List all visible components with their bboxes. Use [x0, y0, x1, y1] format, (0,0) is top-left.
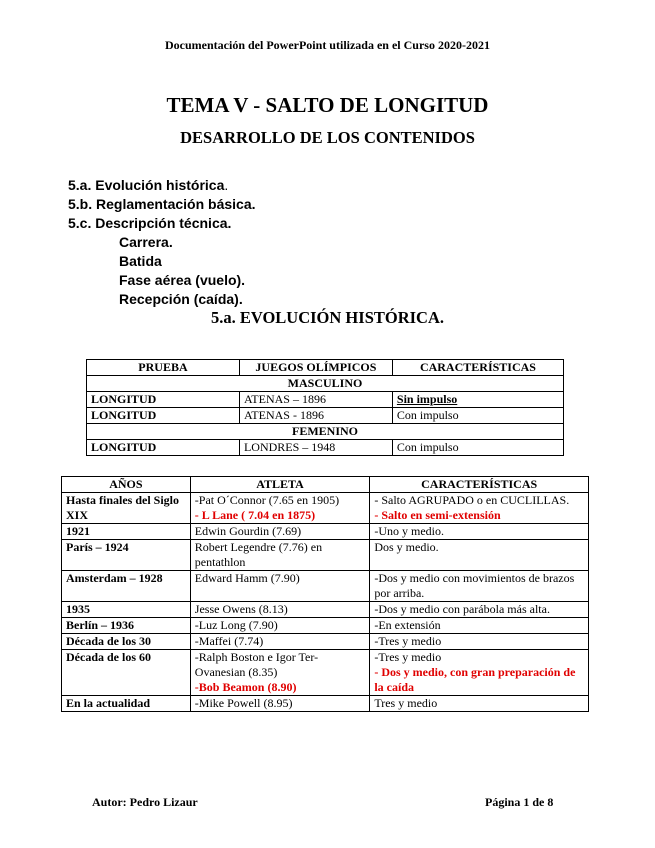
header-caracteristicas: CARACTERÍSTICAS — [392, 360, 563, 376]
toc-item-a-dot: . — [224, 177, 229, 193]
cell-characteristics — [370, 493, 589, 524]
table-row — [62, 540, 589, 571]
cell-year: Década de los 30 — [62, 634, 191, 650]
toc-subitem: Recepción (caída). — [119, 291, 243, 307]
cell-athlete: Edward Hamm (7.90) — [190, 571, 370, 602]
cell-caracteristicas: Sin impulso — [392, 392, 563, 408]
cell-juegos: LONDRES – 1948 — [239, 440, 392, 456]
cell-caracteristicas: Con impulso — [392, 440, 563, 456]
header-caracteristicas: CARACTERÍSTICAS — [370, 477, 589, 493]
cell-juegos: ATENAS – 1896 — [239, 392, 392, 408]
page-header: Documentación del PowerPoint utilizada en el Curso 2020-2021 — [165, 38, 490, 52]
characteristics-line-highlight: - Dos y medio, con gran preparación de la caída — [374, 665, 576, 694]
cell-prueba: LONGITUD — [87, 392, 240, 408]
cell-athlete: -Luz Long (7.90) — [190, 618, 370, 634]
toc-item-c: 5.c. Descripción técnica. — [68, 215, 232, 231]
cell-year: 1935 — [62, 602, 191, 618]
cell-year: Berlín – 1936 — [62, 618, 191, 634]
header-atleta: ATLETA — [190, 477, 370, 493]
toc-item-a-label: 5.a. Evolución histórica — [68, 177, 225, 193]
footer-page-number: Página 1 de 8 — [485, 795, 554, 809]
table-row — [62, 571, 589, 602]
table-row — [87, 408, 564, 424]
header-juegos: JUEGOS OLÍMPICOS — [239, 360, 392, 376]
table-header-row — [62, 477, 589, 493]
athlete-line-highlight: - L Lane ( 7.04 en 1875) — [194, 508, 316, 522]
cell-characteristics: -Uno y medio. — [370, 524, 589, 540]
toc-subitem: Batida — [119, 253, 162, 269]
history-table — [61, 476, 589, 712]
contents-list — [68, 176, 256, 309]
cell-juegos: ATENAS - 1896 — [239, 408, 392, 424]
characteristics-line: -Tres y medio — [374, 650, 442, 664]
cell-athlete: Robert Legendre (7.76) en pentathlon — [190, 540, 370, 571]
cell-year: 1921 — [62, 524, 191, 540]
group-label: FEMENINO — [87, 424, 564, 440]
table-row — [62, 493, 589, 524]
cell-characteristics: Tres y medio — [370, 696, 589, 712]
cell-athlete — [190, 493, 370, 524]
toc-subitem: Fase aérea (vuelo). — [119, 272, 246, 288]
table-row — [62, 634, 589, 650]
toc-subitem: Carrera. — [119, 234, 173, 250]
cell-year: Hasta finales del Siglo XIX — [62, 493, 191, 524]
cell-year: Década de los 60 — [62, 650, 191, 696]
olympic-events-table — [86, 359, 564, 456]
characteristics-line: - Salto AGRUPADO o en CUCLILLAS. — [374, 493, 570, 507]
athlete-line: -Pat O´Connor (7.65 en 1905) — [194, 493, 340, 507]
characteristics-line-highlight: - Salto en semi-extensión — [374, 508, 501, 522]
athlete-line-highlight: -Bob Beamon (8.90) — [194, 680, 297, 694]
table-row — [87, 392, 564, 408]
cell-caracteristicas: Con impulso — [392, 408, 563, 424]
toc-item-a — [68, 176, 256, 195]
page-title: TEMA V - SALTO DE LONGITUD — [166, 93, 489, 117]
group-label: MASCULINO — [87, 376, 564, 392]
cell-characteristics: -En extensión — [370, 618, 589, 634]
cell-prueba: LONGITUD — [87, 440, 240, 456]
cell-athlete: -Maffei (7.74) — [190, 634, 370, 650]
table-row — [62, 602, 589, 618]
cell-athlete: Jesse Owens (8.13) — [190, 602, 370, 618]
cell-athlete — [190, 650, 370, 696]
cell-characteristics: -Dos y medio con movimientos de brazos por arriba. — [370, 571, 589, 602]
table-row — [62, 524, 589, 540]
cell-year: En la actualidad — [62, 696, 191, 712]
table-row — [62, 650, 589, 696]
group-row-femenino — [87, 424, 564, 440]
cell-athlete: -Mike Powell (8.95) — [190, 696, 370, 712]
table-header-row — [87, 360, 564, 376]
table-row — [87, 440, 564, 456]
cell-athlete: Edwin Gourdin (7.69) — [190, 524, 370, 540]
cell-prueba: LONGITUD — [87, 408, 240, 424]
group-row-masculino — [87, 376, 564, 392]
section-title: 5.a. EVOLUCIÓN HISTÓRICA. — [211, 308, 444, 327]
table-row — [62, 618, 589, 634]
athlete-line: -Ralph Boston e Igor Ter-Ovanesian (8.35) — [194, 650, 319, 679]
cell-year: París – 1924 — [62, 540, 191, 571]
cell-characteristics: -Tres y medio — [370, 634, 589, 650]
cell-characteristics — [370, 650, 589, 696]
header-anos: AÑOS — [62, 477, 191, 493]
cell-characteristics: Dos y medio. — [370, 540, 589, 571]
header-prueba: PRUEBA — [87, 360, 240, 376]
page-subtitle: DESARROLLO DE LOS CONTENIDOS — [180, 128, 475, 147]
cell-characteristics: -Dos y medio con parábola más alta. — [370, 602, 589, 618]
toc-item-b: 5.b. Reglamentación básica. — [68, 196, 256, 212]
cell-year: Amsterdam – 1928 — [62, 571, 191, 602]
footer-author: Autor: Pedro Lizaur — [92, 795, 198, 809]
table-row — [62, 696, 589, 712]
